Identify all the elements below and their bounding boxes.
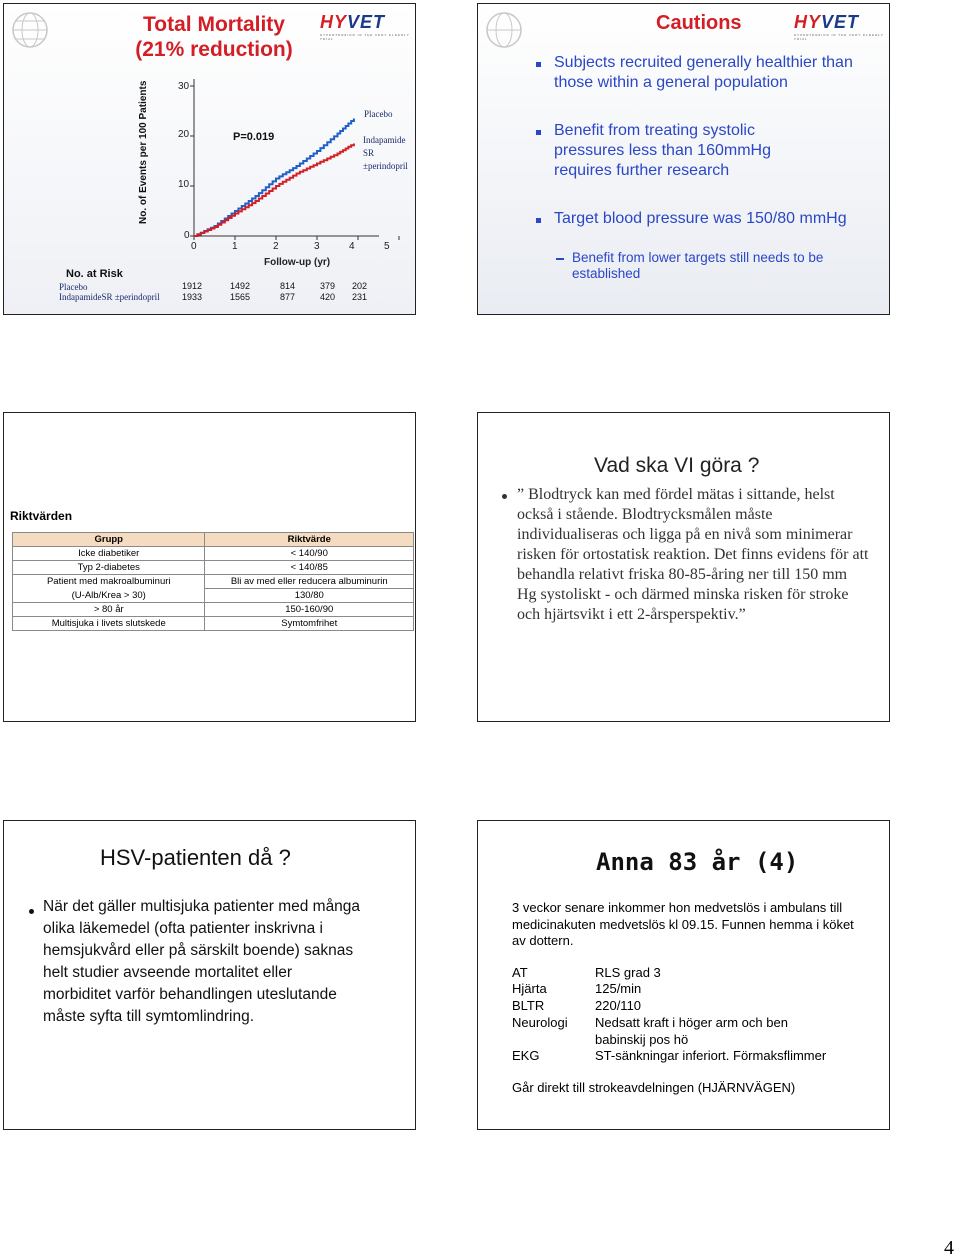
- case-conclusion: Går direkt till strokeavdelningen (HJÄRNVÄGEN): [512, 1080, 796, 1095]
- column-header-target: Riktvärde: [205, 533, 414, 547]
- bullet-3: Target blood pressure was 150/80 mmHg: [554, 210, 847, 227]
- logo-hy: HY: [320, 12, 348, 32]
- finding-value-hjarta: 125/min: [595, 981, 642, 996]
- finding-label-ekg: EKG: [512, 1048, 540, 1063]
- x-tick-4: 4: [349, 241, 355, 252]
- table-row: > 80 år 150-160/90: [13, 603, 414, 617]
- x-axis-label: Follow-up (yr): [264, 257, 331, 268]
- x-tick-3: 3: [314, 241, 320, 252]
- series-line-indapamide: [194, 144, 354, 237]
- slide-anna-83: [477, 820, 890, 1130]
- legend-placebo: Placebo: [364, 109, 393, 119]
- table-row: Patient med makroalbuminuri Bli av med eller reducera albuminurin: [13, 575, 414, 589]
- legend-indapamide: Indapamide SR ±perindopril: [363, 135, 408, 171]
- x-tick-1: 1: [232, 241, 238, 252]
- finding-label-at: AT: [512, 965, 528, 980]
- at-risk-title: No. at Risk: [66, 268, 123, 280]
- table-row: Multisjuka i livets slutskede Symtomfrihet: [13, 617, 414, 631]
- bullet-1: Subjects recruited generally healthier than those within a general population: [554, 54, 853, 91]
- logo-subtitle: HYPERTENSION IN THE VERY ELDERLY TRIAL: [320, 33, 410, 41]
- p-value: P=0.019: [233, 131, 275, 143]
- globe-logo: [484, 10, 524, 50]
- bullet-2: Benefit from treating systolic pressures less than 160mmHg requires further research: [554, 122, 771, 179]
- y-axis-label: No. of Events per 100 Patients: [138, 80, 149, 224]
- y-tick-0: 0: [184, 230, 190, 241]
- case-intro: 3 veckor senare inkommer hon medvetslös i ambulans till medicinakuten medvetslös kl 09.15. Funnen hemma i köket av dottern.: [512, 900, 854, 948]
- sub-bullet: Benefit from lower targets still needs to be established: [572, 250, 824, 281]
- x-tick-2: 2: [273, 241, 279, 252]
- bullet-dot-icon: [502, 494, 507, 499]
- bullet-square-icon: [536, 130, 541, 135]
- slide-vad-ska-vi-gora: [477, 412, 890, 722]
- finding-value-bltr: 220/110: [595, 998, 642, 1013]
- slide-cautions: [477, 3, 890, 315]
- finding-value-neurologi: Nedsatt kraft i höger arm och ben babinskij pos hö: [595, 1015, 788, 1047]
- finding-label-hjarta: Hjärta: [512, 981, 547, 996]
- logo-vet: VET: [347, 12, 386, 32]
- body-text: När det gäller multisjuka patienter med många olika läkemedel (ofta patienter inskrivna i hemsjukvård eller på särskilt boende) saknas helt studier avseende mortalitet eller morbiditet varför behandlingen uteslutande måste syfta till symtomlindring.: [43, 898, 361, 1025]
- at-risk-placebo-label: Placebo: [59, 282, 88, 292]
- finding-label-bltr: BLTR: [512, 998, 545, 1013]
- slide-title: HSV-patienten då ?: [100, 845, 291, 870]
- bullet-square-icon: [536, 218, 541, 223]
- y-tick-20: 20: [178, 129, 190, 140]
- table-row: Typ 2-diabetes < 140/85: [13, 561, 414, 575]
- sub-bullet-dash-icon: [556, 258, 564, 260]
- logo-vet: VET: [821, 12, 860, 32]
- hyvet-logo: [794, 12, 889, 41]
- slide-hsv-patienten: [3, 820, 416, 1130]
- column-header-group: Grupp: [13, 533, 205, 547]
- x-tick-5: 5: [384, 241, 390, 252]
- x-tick-0: 0: [191, 241, 197, 252]
- table-row: Icke diabetiker < 140/90: [13, 547, 414, 561]
- quote-text: ” Blodtryck kan med fördel mätas i sittande, helst också i stående. Blodtrycksmålen måste individualiseras och ligga på en nivå som minimerar risken för ortostatisk reaktion. Det finns evidens för att behandla relativt friska 80-85-åring ner till 150 mm Hg systoliskt - och därmed minska risken för stroke och hjärtsvikt i ett 2-årsperspektiv.”: [517, 486, 869, 623]
- bullet-square-icon: [536, 62, 541, 67]
- slide-title: Total Mortality (21% reduction): [135, 13, 293, 61]
- finding-value-at: RLS grad 3: [595, 965, 661, 980]
- slide-heading: Riktvärden: [10, 509, 73, 523]
- finding-value-ekg: ST-sänkningar inferiort. Förmaksflimmer: [595, 1048, 827, 1063]
- logo-subtitle: HYPERTENSION IN THE VERY ELDERLY TRIAL: [794, 33, 884, 41]
- target-values-table: [12, 532, 414, 631]
- table-row: (U-Alb/Krea > 30) 130/80: [13, 589, 414, 603]
- y-tick-30: 30: [178, 81, 190, 92]
- slide-title: Cautions: [656, 12, 742, 34]
- table-header-row: [13, 533, 414, 547]
- slide-title: Vad ska VI göra ?: [594, 454, 760, 477]
- slide-riktvarden: [3, 412, 416, 722]
- finding-label-neurologi: Neurologi: [512, 1015, 568, 1030]
- logo-hy: HY: [794, 12, 822, 32]
- y-tick-10: 10: [178, 179, 190, 190]
- at-risk-indap-label: IndapamideSR ±perindopril: [59, 292, 160, 302]
- bullet-dot-icon: [29, 909, 34, 914]
- page-number: 4: [944, 1237, 954, 1259]
- slide-title: Anna 83 år (4): [596, 848, 799, 876]
- slide-total-mortality: Total Mortality (21% reduction) HYVET HYPERTENSION IN THE VERY ELDERLY TRIAL No. of Events per 100 Patients 30 20 10 0 0 1 2 3 4 5 Follow-up (yr) P=0.019 Placebo Indapamide SR ±perindopril No. at Risk Placebo IndapamideSR ±perindopril 1912 1492 814 379 202 1933 1565 877 420 231: [3, 3, 416, 315]
